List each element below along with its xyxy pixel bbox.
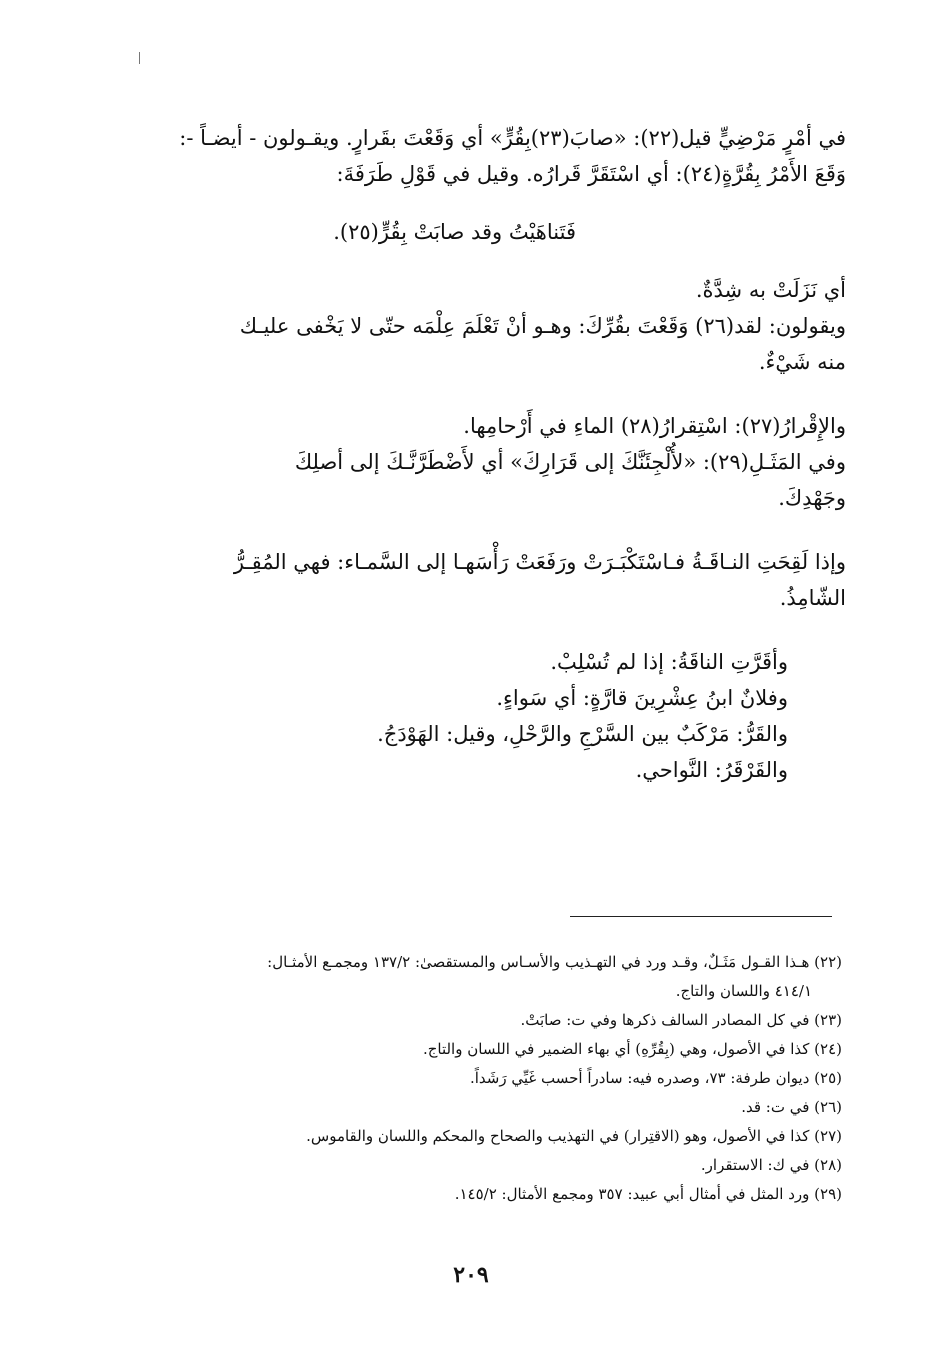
footnote: ٤١٤/١ واللسان والتاج. xyxy=(675,982,812,1000)
margin-mark xyxy=(139,52,140,64)
body-line: منه شَيْءٌ. xyxy=(758,350,846,374)
body-line: في أمْرٍ مَرْضِيٍّ قيل(٢٢): «صابَ(٢٣)بِقُرٍّ» أي وَقَعْتَ بقَرارٍ. ويقـولون - أيضـاً -: xyxy=(179,126,846,150)
body-line: ويقولون: لقد(٢٦) وَقَعْتَ بقُرِّكَ: وهـو أنْ تَعْلَمَ عِلْمَه حتّى لا يَخْفى عليـك xyxy=(239,314,846,338)
body-line: أي نَزَلَتْ به شِدَّةٌ. xyxy=(695,278,846,302)
footnote: (٢٥) ديوان طرفة: ٧٣، وصدره فيه: سادراً أحسب غَيِّي رَشَداً. xyxy=(469,1069,842,1087)
main-text xyxy=(126,120,846,788)
footnote: (٢٨) في ك: الاستقرار. xyxy=(700,1156,842,1174)
body-line: وَقَعَ الأَمْرُ بِقُرَّةٍ(٢٤): أي اسْتَقَرَّ قَرارُه. وقيل في قَوْلِ طَرَفَةَ: xyxy=(336,162,846,186)
page-number: ٢٠٩ xyxy=(453,1262,489,1288)
footnote-separator xyxy=(570,916,832,917)
footnote: (٢٤) كذا في الأصول، وهي (بِقُرِّهِ) أي بهاء الضمير في اللسان والتاج. xyxy=(422,1040,842,1058)
body-line: وفلانٌ ابنُ عِشْرِينَ قارَّةٍ: أي سَواءٍ. xyxy=(496,686,788,710)
body-line: وإذا لَقِحَتِ النـاقَـةُ فـاسْتَكْبَـرَتْ ورَفَعَتْ رَأْسَهـا إلى السَّمـاء: فهي المُقِـرُّ xyxy=(233,550,846,574)
body-line: وأقَرَّتِ الناقَةُ: إذا لم تُسْلِبْ. xyxy=(550,650,788,674)
footnote: (٢٣) في كل المصادر السالف ذكرها وفي ت: صابَتْ. xyxy=(520,1011,842,1029)
body-line: وجَهْدِكَ. xyxy=(778,486,846,510)
body-line: والقَرُّ: مَرْكَبٌ بين السَّرْجِ والرَّحْلِ، وقيل: الهَوْدَجُ. xyxy=(377,722,788,746)
body-line: وفي المَثَـلِ(٢٩): «لأُلْجِئَنَّكَ إلى قَرَارِكَ» أي لأَضْطَرَّنَّـكَ إلى أصلِكَ xyxy=(294,450,846,474)
body-line: والإِقْرارُ(٢٧): اسْتِقرارُ(٢٨) الماءِ في أَرْحامِها. xyxy=(463,414,846,438)
footnote: (٢٩) ورد المثل في أمثال أبي عبيد: ٣٥٧ ومجمع الأمثال: ١٤٥/٢. xyxy=(454,1185,842,1203)
body-line: الشّامِذُ. xyxy=(779,586,846,610)
poetry-verse: فَتَناهَيْتُ وقد صابَتْ بِقُرٍّ(٢٥). xyxy=(333,220,576,244)
footnotes xyxy=(122,948,842,1209)
footnote: (٢٦) في ت: قد. xyxy=(741,1098,842,1116)
footnote: (٢٢) هـذا القـول مَثَـلٌ، وقـد ورد في التهـذيب والأسـاس والمستقصىٰ: ١٣٧/٢ ومجمـع الأمثـال: xyxy=(267,953,842,971)
footnote: (٢٧) كذا في الأصول، وهو (الاقتِرار) في التهذيب والصحاح والمحكم واللسان والقاموس. xyxy=(306,1127,842,1145)
body-line: والقَرْقَرُ: النَّواحي. xyxy=(635,758,788,782)
